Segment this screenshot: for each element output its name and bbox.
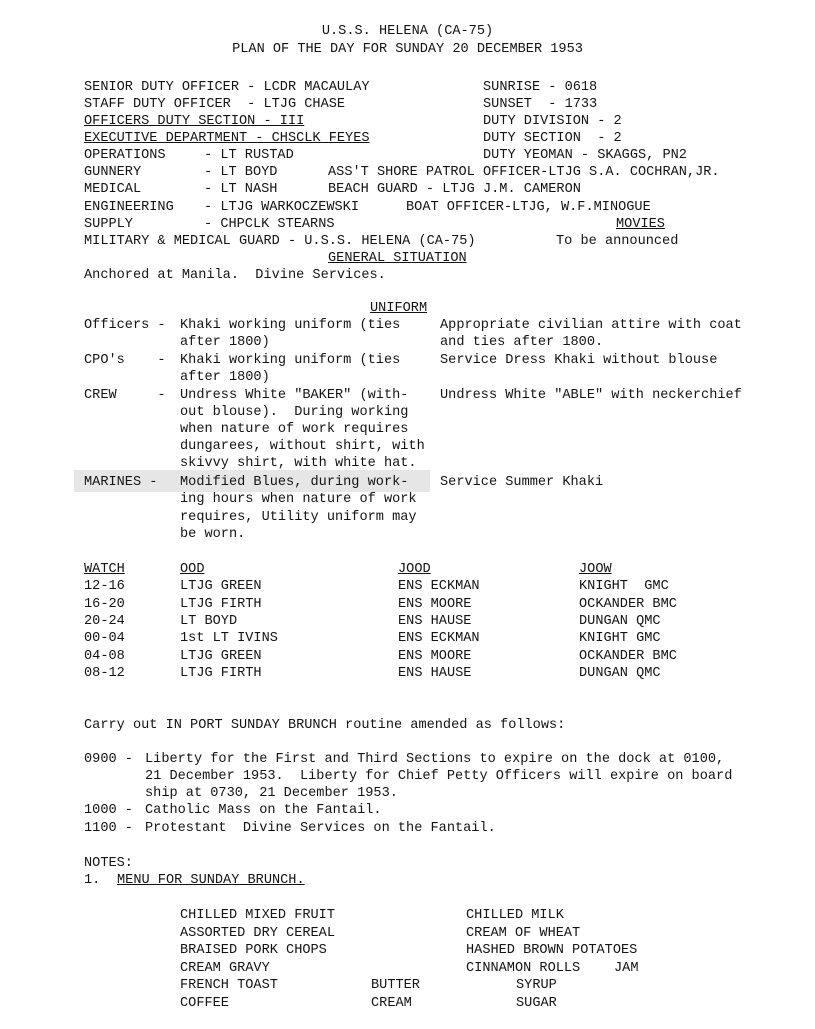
dept-officer: - LT RUSTAD bbox=[204, 148, 294, 163]
watch-cell: ENS ECKMAN bbox=[398, 631, 480, 646]
dept-name: MEDICAL bbox=[84, 182, 142, 197]
watch-cell: KNIGHT GMC bbox=[579, 579, 669, 594]
uniform-label: Officers - bbox=[84, 318, 166, 333]
uniform-working-line: skivvy shirt, with white hat. bbox=[180, 456, 417, 471]
uniform-label: MARINES - bbox=[84, 475, 158, 490]
menu-item: BRAISED PORK CHOPS bbox=[180, 943, 327, 958]
uniform-working-line: Khaki working uniform (ties bbox=[180, 318, 401, 333]
dept-officer: - CHPCLK STEARNS bbox=[204, 217, 335, 232]
routine-time: 0900 - bbox=[84, 752, 133, 767]
watch-cell: ENS MOORE bbox=[398, 649, 472, 664]
ood-header: OOD bbox=[180, 562, 205, 577]
menu-item: BUTTER bbox=[371, 978, 420, 993]
movies-heading: MOVIES bbox=[616, 217, 665, 232]
watch-cell: OCKANDER BMC bbox=[579, 649, 677, 664]
dept-name: OPERATIONS bbox=[84, 148, 166, 163]
duty-section: DUTY SECTION - 2 bbox=[483, 131, 622, 146]
duty-division: DUTY DIVISION - 2 bbox=[483, 114, 622, 129]
dept-name: GUNNERY bbox=[84, 165, 142, 180]
watch-cell: ENS MOORE bbox=[398, 597, 472, 612]
routine-line: 21 December 1953. Liberty for Chief Petty Officers will expire on board bbox=[145, 769, 733, 784]
watch-cell: LT BOYD bbox=[180, 614, 238, 629]
uniform-working-line: after 1800) bbox=[180, 335, 270, 350]
duty-senior: SENIOR DUTY OFFICER - LCDR MACAULAY bbox=[84, 80, 370, 95]
movies-text: To be announced bbox=[556, 234, 679, 249]
uniform-liberty-line: Appropriate civilian attire with coat bbox=[440, 318, 742, 333]
duty-executive: EXECUTIVE DEPARTMENT - CHSCLK FEYES bbox=[84, 131, 370, 146]
watch-cell: ENS ECKMAN bbox=[398, 579, 480, 594]
menu-item: HASHED BROWN POTATOES bbox=[466, 943, 638, 958]
sunrise: SUNRISE - 0618 bbox=[483, 80, 598, 95]
notes-heading: NOTES: bbox=[84, 856, 133, 871]
joow-header: JOOW bbox=[579, 562, 612, 577]
sunset: SUNSET - 1733 bbox=[483, 97, 598, 112]
uniform-working-line: Khaki working uniform (ties bbox=[180, 353, 401, 368]
uniform-heading: UNIFORM bbox=[370, 301, 428, 316]
menu-item: SUGAR bbox=[516, 996, 557, 1011]
uniform-working-line: Modified Blues, during work- bbox=[180, 475, 409, 490]
uniform-working-line: when nature of work requires bbox=[180, 422, 409, 437]
uniform-liberty-line: Undress White "ABLE" with neckerchief bbox=[440, 388, 742, 403]
watch-cell: LTJG GREEN bbox=[180, 579, 262, 594]
menu-item: SYRUP bbox=[516, 978, 557, 993]
general-situation-heading: GENERAL SITUATION bbox=[328, 251, 467, 266]
uniform-working-line: Undress White "BAKER" (with- bbox=[180, 388, 409, 403]
watch-cell: 08-12 bbox=[84, 666, 125, 681]
routine-line: Catholic Mass on the Fantail. bbox=[145, 803, 382, 818]
uniform-working-line: after 1800) bbox=[180, 370, 270, 385]
watch-cell: OCKANDER BMC bbox=[579, 597, 677, 612]
menu-item: CREAM OF WHEAT bbox=[466, 926, 581, 941]
watch-cell: 04-08 bbox=[84, 649, 125, 664]
menu-item: CHILLED MIXED FRUIT bbox=[180, 908, 335, 923]
dept-officer: - LTJG WARKOCZEWSKI bbox=[204, 200, 359, 215]
notes-item-number: 1. bbox=[84, 873, 101, 888]
dept-name: SUPPLY bbox=[84, 217, 133, 232]
uniform-label: CREW - bbox=[84, 388, 166, 403]
watch-cell: 00-04 bbox=[84, 631, 125, 646]
uniform-working-line: out blouse). During working bbox=[180, 405, 409, 420]
jood-header: JOOD bbox=[398, 562, 431, 577]
watch-cell: 20-24 bbox=[84, 614, 125, 629]
menu-item: CREAM bbox=[371, 996, 412, 1011]
duty-officers-section: OFFICERS DUTY SECTION - III bbox=[84, 114, 305, 129]
menu-item: CHILLED MILK bbox=[466, 908, 564, 923]
menu-title: MENU FOR SUNDAY BRUNCH. bbox=[117, 873, 305, 888]
plan-title: PLAN OF THE DAY FOR SUNDAY 20 DECEMBER 1953 bbox=[232, 42, 583, 57]
watch-cell: LTJG FIRTH bbox=[180, 666, 262, 681]
routine-line: ship at 0730, 21 December 1953. bbox=[145, 786, 398, 801]
uniform-liberty-line: and ties after 1800. bbox=[440, 335, 604, 350]
watch-cell: KNIGHT GMC bbox=[579, 631, 661, 646]
watch-cell: 12-16 bbox=[84, 579, 125, 594]
watch-cell: LTJG GREEN bbox=[180, 649, 262, 664]
routine-time: 1000 - bbox=[84, 803, 133, 818]
dept-name: ENGINEERING bbox=[84, 200, 174, 215]
watch-cell: DUNGAN QMC bbox=[579, 614, 661, 629]
watch-cell: ENS HAUSE bbox=[398, 614, 472, 629]
uniform-working-line: dungarees, without shirt, with bbox=[180, 439, 425, 454]
dept-extra: BOAT OFFICER-LTJG, W.F.MINOGUE bbox=[406, 200, 651, 215]
dept-extra: BEACH GUARD - LTJG J.M. CAMERON bbox=[328, 182, 581, 197]
menu-item: CREAM GRAVY bbox=[180, 961, 270, 976]
uniform-liberty-line: Service Summer Khaki bbox=[440, 475, 604, 490]
uniform-liberty-line: Service Dress Khaki without blouse bbox=[440, 353, 718, 368]
menu-item: COFFEE bbox=[180, 996, 229, 1011]
watch-header: WATCH bbox=[84, 562, 125, 577]
dept-officer: - LT NASH bbox=[204, 182, 278, 197]
routine-time: 1100 - bbox=[84, 821, 133, 836]
menu-item: FRENCH TOAST bbox=[180, 978, 278, 993]
routine-intro: Carry out IN PORT SUNDAY BRUNCH routine amended as follows: bbox=[84, 718, 566, 733]
guard-line: MILITARY & MEDICAL GUARD - U.S.S. HELENA (CA-75) bbox=[84, 234, 476, 249]
uniform-working-line: be worn. bbox=[180, 527, 246, 542]
duty-staff: STAFF DUTY OFFICER - LTJG CHASE bbox=[84, 97, 346, 112]
uniform-label: CPO's - bbox=[84, 353, 166, 368]
menu-item: ASSORTED DRY CEREAL bbox=[180, 926, 335, 941]
ship-title: U.S.S. HELENA (CA-75) bbox=[321, 24, 494, 39]
uniform-working-line: requires, Utility uniform may bbox=[180, 510, 417, 525]
uniform-working-line: ing hours when nature of work bbox=[180, 492, 417, 507]
watch-cell: 16-20 bbox=[84, 597, 125, 612]
watch-cell: LTJG FIRTH bbox=[180, 597, 262, 612]
duty-yeoman: DUTY YEOMAN - SKAGGS, PN2 bbox=[483, 148, 687, 163]
routine-line: Liberty for the First and Third Sections to expire on the dock at 0100, bbox=[145, 752, 725, 767]
routine-line: Protestant Divine Services on the Fantail. bbox=[145, 821, 496, 836]
menu-item: JAM bbox=[614, 961, 639, 976]
menu-item: CINNAMON ROLLS bbox=[466, 961, 581, 976]
dept-extra: ASS'T SHORE PATROL OFFICER-LTJG S.A. COCHRAN,JR. bbox=[328, 165, 720, 180]
watch-cell: DUNGAN QMC bbox=[579, 666, 661, 681]
watch-cell: ENS HAUSE bbox=[398, 666, 472, 681]
dept-officer: - LT BOYD bbox=[204, 165, 278, 180]
watch-cell: 1st LT IVINS bbox=[180, 631, 278, 646]
general-situation-text: Anchored at Manila. Divine Services. bbox=[84, 268, 386, 283]
